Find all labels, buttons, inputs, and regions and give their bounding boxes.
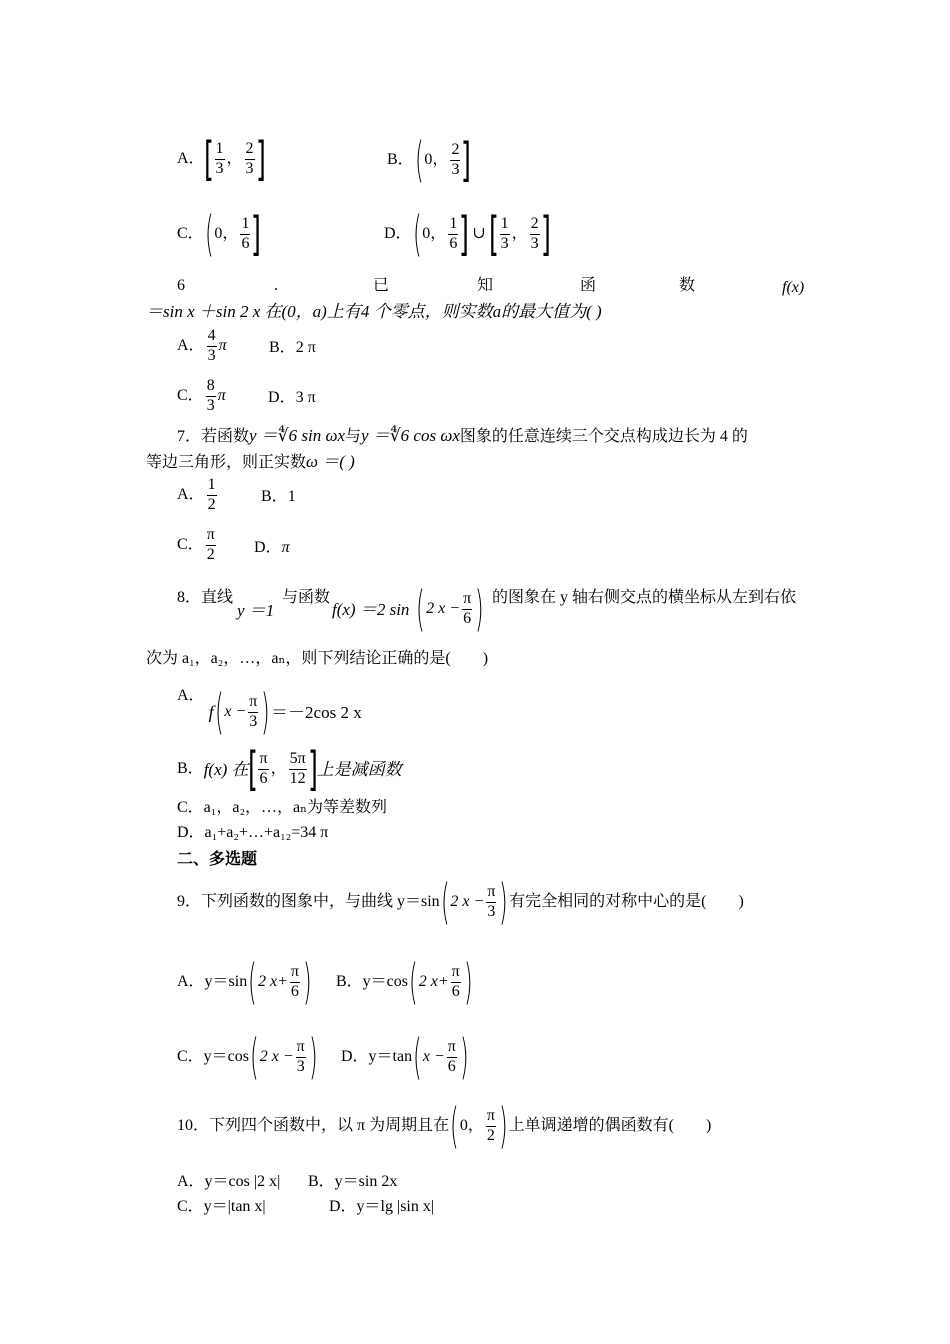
q9-option-c: C．y＝cos ( 2 x − $\frac{\pi}{3}$ ) (177, 1029, 318, 1085)
section-heading: 二、多选题 (177, 851, 258, 868)
q6-word-2: 知 (477, 277, 494, 294)
q5-option-c: C． ( 0 ， $\frac{1}{6}$ ] (177, 206, 262, 262)
q9-option-d: D．y＝tan ( x − $\frac{\pi}{6}$ ) (341, 1029, 469, 1085)
q8-option-c: C．a₁，a₂，…，aₙ为等差数列 (177, 799, 388, 816)
q6-line-2: ＝sin x ＋sin 2 x 在(0，a)上有4 个零点，则实数a的最大值为( ) (146, 302, 602, 321)
q8-option-b: B． f(x) 在 [ $\frac{\pi}{6}$ ， $\frac{5\pi}{12}$ ] 上是减函数 (177, 742, 402, 796)
q6-number: 6 (177, 277, 185, 294)
q8-line-y1: y ＝1 (237, 601, 275, 620)
q6-option-b: B．2 π (269, 339, 316, 356)
q10-stem: 10．下列四个函数中，以 π 为周期且在 ( 0 ， $\frac{\pi}{2}$ ) 上单调递增的偶函数有( ) (177, 1098, 712, 1154)
q9-option-a: A．y＝sin ( 2 x+ $\frac{\pi}{6}$ ) (177, 954, 312, 1010)
q9-stem: 9．下列函数的图象中，与曲线 y＝sin ( 2 x − $\frac{\pi}{3}$ ) 有完全相同的对称中心的是( ) (177, 874, 744, 930)
q6-option-a: A． $\frac{4}{3}$ π (177, 327, 227, 364)
q6-option-c: C． $\frac{8}{3}$ π (177, 377, 226, 414)
q10-option-b: B．y＝sin 2x (308, 1173, 398, 1190)
q6-word-4: 数 (679, 277, 696, 294)
q8-lead: 8．直线 (177, 589, 234, 606)
q8-tail: 的图象在 y 轴右侧交点的横坐标从左到右依 (492, 589, 797, 606)
q6-option-d: D．3 π (268, 389, 316, 406)
q5-option-d: D． ( 0 ， $\frac{1}{6}$ ] ∪ [ $\frac{1}{3}$ ， $\frac{2}{3}$ ] (384, 206, 551, 262)
q8-function: f(x) ＝2 sin ( 2 x − $\frac{\pi}{6}$ ) (332, 581, 484, 637)
q7-line-2: 等边三角形，则正实数ω ＝( ) (146, 452, 355, 471)
q5-option-b: B． ( 0 ， $\frac{2}{3}$ ] (387, 132, 472, 188)
q10-option-d: D．y＝lg |sin x| (329, 1198, 435, 1215)
q6-word-3: 函 (580, 277, 597, 294)
q7-option-a: A． $\frac{1}{2}$ (177, 476, 216, 513)
q7-option-c: C． $\frac{\pi}{2}$ (177, 526, 215, 563)
q8-option-a: A． f ( x − $\frac{\pi}{3}$ ) ＝－2cos 2 x (177, 684, 362, 740)
q8-with-function: 与函数 (282, 589, 331, 606)
q6-fx: f(x) (782, 279, 805, 296)
q5-option-a: A． [ $\frac{1}{3}$ ， $\frac{2}{3}$ ] (177, 132, 266, 186)
q10-option-a: A．y＝cos |2 x| (177, 1173, 281, 1190)
q7-option-b: B．1 (261, 488, 296, 505)
q8-option-d: D．a₁+a₂+…+a₁₂=34 π (177, 824, 329, 841)
q10-option-c: C．y＝|tan x| (177, 1198, 266, 1215)
q6-word-1: 已 (373, 277, 390, 294)
q7-line-1: 7．若函数y ＝∜6 sin ωx与y ＝∜6 cos ωx图象的任意连续三个交点构成边长为 4 的 (177, 426, 748, 445)
q9-option-b: B．y＝cos ( 2 x+ $\frac{\pi}{6}$ ) (336, 954, 473, 1010)
q8-line-2: 次为 a₁，a₂，…，aₙ，则下列结论正确的是( ) (146, 650, 489, 667)
q7-option-d: D．π (254, 539, 290, 556)
q6-dot: . (274, 277, 278, 294)
